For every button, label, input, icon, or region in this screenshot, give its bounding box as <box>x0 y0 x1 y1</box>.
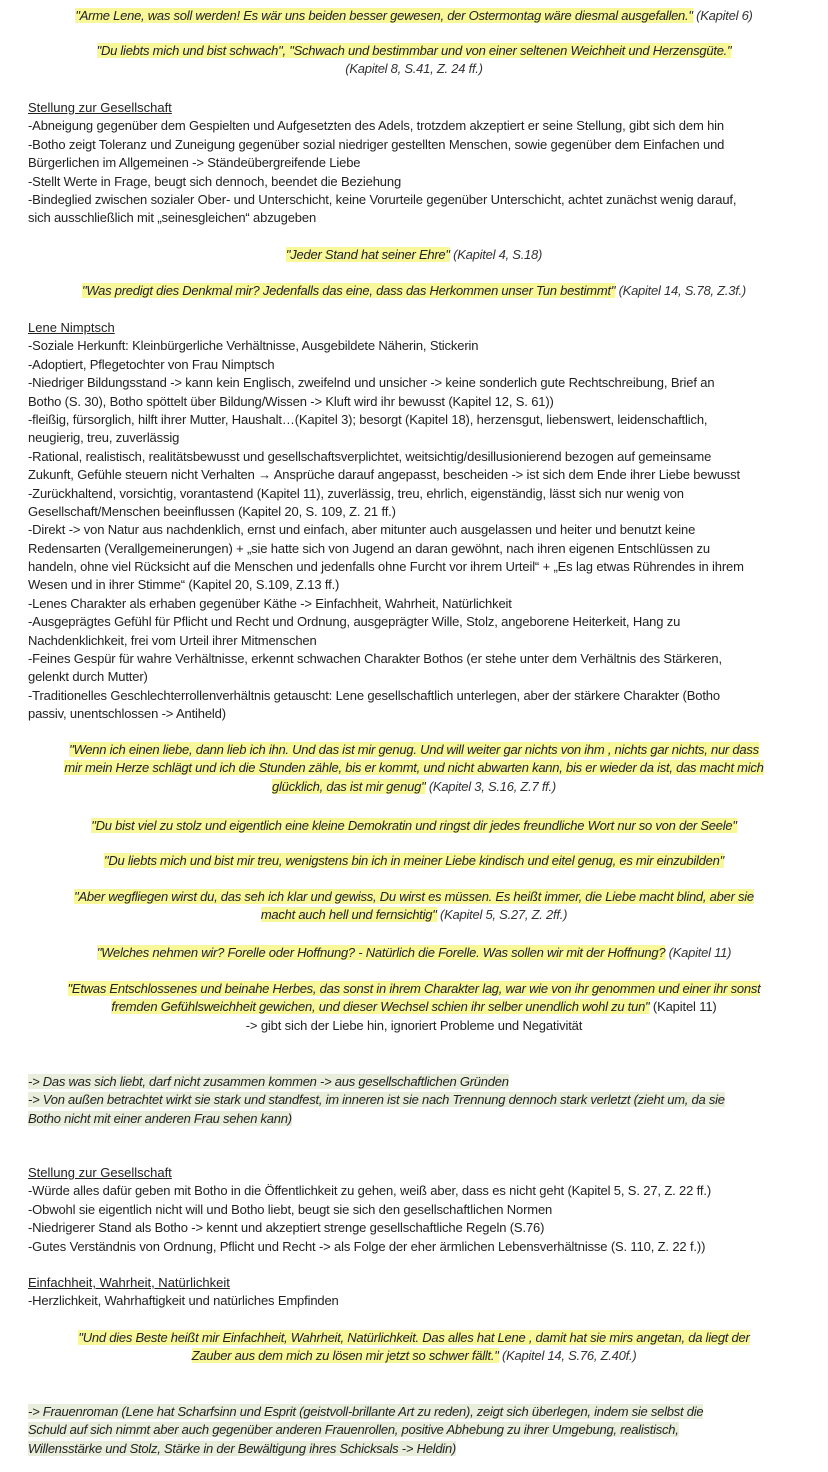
text-line <box>0 613 828 631</box>
text-line <box>0 503 828 521</box>
body-text: -Traditionelles Geschlechterrollenverhältnis getauscht: Lene gesellschaftlich unterlegen, aber der stärkere Charakter (Botho <box>28 687 720 703</box>
text-line <box>0 888 828 906</box>
section-heading: Stellung zur Gesellschaft <box>28 100 172 115</box>
text-line <box>0 852 828 870</box>
highlighted-quote: "Wenn ich einen liebe, dann lieb ich ihn. Und das ist mir genug. Und will weiter gar nichts von ihm , nichts gar nichts, nur dass <box>69 742 759 757</box>
highlighted-quote: "Etwas Entschlossenes und beinahe Herbes, das sonst in ihrem Charakter lag, war wie von ihr genommen und einer ihr sonst <box>67 981 761 996</box>
text-line <box>0 1329 828 1347</box>
text-line <box>0 1274 828 1292</box>
highlighted-note: Willensstärke und Stolz, Stärke in der Bewältigung ihres Schicksals -> Heldin) <box>28 1440 456 1456</box>
text-line <box>0 1421 828 1439</box>
text-line <box>0 998 828 1016</box>
section-heading: Einfachheit, Wahrheit, Natürlichkeit <box>28 1275 230 1290</box>
text-line <box>0 1073 828 1091</box>
text-line <box>0 687 828 705</box>
body-text: handeln, ohne viel Rücksicht auf die Menschen und jedenfalls ohne Furcht vor ihrem Urteil“ + „Es lag etwas Rührendes in ihrem <box>28 559 744 575</box>
text-line <box>0 99 828 117</box>
body-text: sich ausschließlich mit „seinesgleichen“ abzugeben <box>28 210 317 226</box>
text-line <box>0 209 828 227</box>
body-text: -Adoptiert, Pflegetochter von Frau Nimptsch <box>28 356 275 372</box>
text-line <box>0 173 828 191</box>
body-text: -Lenes Charakter als erhaben gegenüber Käthe -> Einfachheit, Wahrheit, Natürlichkeit <box>28 595 512 611</box>
section-lene-nimptsch <box>0 319 828 724</box>
quote-wegfliegen <box>0 888 828 925</box>
body-text: Botho (S. 30), Botho spöttelt über Bildung/Wissen -> Kluft wird ihr bewusst (Kapitel 12, S. 61)) <box>28 393 554 409</box>
text-line <box>0 1292 828 1310</box>
text-line <box>0 906 828 924</box>
body-text: -Direkt -> von Natur aus nachdenklich, ernst und einfach, aber mitunter auch ausgelassen und heiter und benutzt keine <box>28 522 696 538</box>
highlighted-quote: "Du bist viel zu stolz und eigentlich eine kleine Demokratin und ringst dir jedes freundliche Wort nur so von der Seele" <box>91 818 737 833</box>
body-text: -Abneigung gegenüber dem Gespielten und Aufgesetzten des Adels, trotzdem akzeptiert er seine Stellung, gibt sich dem hin <box>28 118 725 134</box>
text-line <box>0 429 828 447</box>
text-line <box>0 1347 828 1365</box>
highlighted-quote: fremden Gefühlsweichheit gewichen, und dieser Wechsel schien ihr selber unendlich wohl zu tun" <box>111 999 650 1015</box>
highlighted-quote: "Jeder Stand hat seiner Ehre" <box>285 247 450 262</box>
text-line <box>0 1110 828 1128</box>
text-line <box>0 42 828 60</box>
highlighted-note: -> Das was sich liebt, darf nicht zusammen kommen -> aus gesellschaftlichen Gründen <box>28 1074 509 1089</box>
highlighted-quote: glücklich, das ist mir genug" <box>272 778 426 794</box>
highlighted-quote: "Arme Lene, was soll werden! Es wär uns beiden besser gewesen, der Ostermontag wäre diesmal ausgefallen." <box>75 8 693 23</box>
body-text: -Ausgeprägtes Gefühl für Pflicht und Recht und Ordnung, ausgeprägter Wille, Stolz, angeborene Heiterkeit, Hang zu <box>28 614 681 630</box>
text-line <box>0 632 828 650</box>
body-text: -Gutes Verständnis von Ordnung, Pflicht und Recht -> als Folge der eher ärmlichen Lebensverhältnisse (S. 110, Z. 22 f.)) <box>28 1238 706 1254</box>
quote-demokratin <box>0 817 828 835</box>
text-line <box>0 944 828 962</box>
quote-denkmal <box>0 282 828 300</box>
highlighted-note: -> Von außen betrachtet wirkt sie stark und standfest, im inneren ist sie nach Trennung dennoch stark verletzt (zieht um, da sie <box>28 1092 725 1108</box>
text-line <box>0 117 828 135</box>
note-frauenroman <box>0 1403 828 1458</box>
body-text: Zukunft, Gefühle steuern nicht Verhalten → Ansprüche darauf angepasst, bescheiden -> ist sich dem Ende ihrer Liebe bewusst <box>28 467 740 483</box>
text-line <box>0 595 828 613</box>
text-line <box>0 741 828 759</box>
text-line <box>0 558 828 576</box>
body-text: neugierig, treu, zuverlässig <box>28 430 180 446</box>
quote-du-liebts-treu <box>0 852 828 870</box>
quote-dies-beste <box>0 1329 828 1366</box>
text-line <box>0 650 828 668</box>
body-text: Bürgerlichen im Allgemeinen -> Ständeübergreifende Liebe <box>28 155 361 171</box>
highlighted-quote: "Du liebts mich und bist schwach", "Schwach und bestimmbar und von einer seltenen Weichheit und Herzensgüte." <box>96 43 732 58</box>
section-heading: Stellung zur Gesellschaft <box>28 1165 172 1180</box>
body-text: -Stellt Werte in Frage, beugt sich dennoch, beendet die Beziehung <box>28 173 402 189</box>
body-text: -> gibt sich der Liebe hin, ignoriert Probleme und Negativität <box>245 1017 583 1033</box>
body-text: -Rational, realistisch, realitätsbewusst und gesellschaftsverplichtet, weitsichtig/desillusionierend bezogen auf gemeinsame <box>28 448 712 464</box>
section-heading: Lene Nimptsch <box>28 320 115 335</box>
citation: (Kapitel 14, S.78, Z.3f.) <box>615 283 746 298</box>
body-text: -Feines Gespür für wahre Verhältnisse, erkennt schwachen Charakter Bothos (er stehe unter dem Verhältnis des Stärkeren, <box>28 651 722 667</box>
quote-arme-lene <box>0 7 828 25</box>
text-line <box>0 136 828 154</box>
text-line <box>0 191 828 209</box>
quote-entschlossenes <box>0 980 828 1035</box>
text-line <box>0 7 828 25</box>
text-line <box>0 980 828 998</box>
text-line <box>0 337 828 355</box>
body-text: passiv, unentschlossen -> Antiheld) <box>28 706 226 722</box>
text-line <box>0 1164 828 1182</box>
body-text: (Kapitel 11) <box>649 999 717 1015</box>
text-line <box>0 1091 828 1109</box>
text-line <box>0 1017 828 1035</box>
text-line <box>0 521 828 539</box>
body-text: Gesellschaft/Menschen beeinflussen (Kapitel 20, S. 109, Z. 21 ff.) <box>28 503 396 519</box>
quote-forelle <box>0 944 828 962</box>
highlighted-quote: macht auch hell und fernsichtig" <box>260 907 437 923</box>
citation: (Kapitel 5, S.27, Z. 2ff.) <box>436 907 568 923</box>
citation: (Kapitel 3, S.16, Z.7 ff.) <box>425 778 556 794</box>
highlighted-quote: Zauber aus dem mich zu lösen mir jetzt so schwer fällt." <box>191 1348 499 1364</box>
text-line <box>0 246 828 264</box>
text-line <box>0 817 828 835</box>
text-line <box>0 576 828 594</box>
highlighted-quote: mir mein Herze schlägt und ich die Stunden zähle, bis er kommt, und nicht abwarten kann, bis er wieder da ist, das macht mich <box>64 760 764 776</box>
body-text: Nachdenklichkeit, frei vom Urteil ihrer Mitmenschen <box>28 632 317 648</box>
note-gesellschaftliche-gruende <box>0 1073 828 1128</box>
citation: (Kapitel 8, S.41, Z. 24 ff.) <box>345 61 483 77</box>
citation: (Kapitel 11) <box>665 945 732 960</box>
highlighted-quote: "Welches nehmen wir? Forelle oder Hoffnung? - Natürlich die Forelle. Was sollen wir mit der Hoffnung? <box>96 945 666 960</box>
text-line <box>0 705 828 723</box>
text-line <box>0 668 828 686</box>
body-text: Wesen und in ihrer Stimme“ (Kapitel 20, S.109, Z.13 ff.) <box>28 577 340 593</box>
text-line <box>0 154 828 172</box>
text-line <box>0 1182 828 1200</box>
body-text: -Bindeglied zwischen sozialer Ober- und Unterschicht, keine Vorurteile gegenüber Unterschicht, achtet zunächst wenig darauf, <box>28 191 737 207</box>
body-text: Redensarten (Verallgemeinerungen) + „sie hatte sich von Jugend an daran gewöhnt, nach ihren eigenen Entschlüssen zu <box>28 540 710 556</box>
text-line <box>0 411 828 429</box>
text-line <box>0 1219 828 1237</box>
text-line <box>0 778 828 796</box>
highlighted-quote: "Und dies Beste heißt mir Einfachheit, Wahrheit, Natürlichkeit. Das alles hat Lene , damit hat sie mirs angetan, da liegt der <box>78 1330 750 1345</box>
highlighted-quote: "Aber wegfliegen wirst du, das seh ich klar und gewiss, Du wirst es müssen. Es heißt immer, die Liebe macht blind, aber sie <box>74 889 754 904</box>
body-text: -Niedrigerer Stand als Botho -> kennt und akzeptiert strenge gesellschaftliche Regeln (S.76) <box>28 1220 545 1236</box>
body-text: -fleißig, fürsorglich, hilft ihrer Mutter, Haushalt…(Kapitel 3); besorgt (Kapitel 18), herzensgut, liebenswert, leidenschaftlich, <box>28 411 708 427</box>
text-line <box>0 1238 828 1256</box>
text-line <box>0 540 828 558</box>
body-text: -Herzlichkeit, Wahrhaftigkeit und natürliches Empfinden <box>28 1293 339 1309</box>
body-text: -Niedriger Bildungsstand -> kann kein Englisch, zweifelnd und unsicher -> keine sonderlich gute Rechtschreibung, Brief an <box>28 375 715 391</box>
highlighted-note: Schuld auf sich nimmt aber auch gegenüber anderen Frauenrollen, positive Abhebung zu ihrer Umgebung, realistisch, <box>28 1422 679 1438</box>
body-text: gelenkt durch Mutter) <box>28 669 148 685</box>
highlighted-note: Botho nicht mit einer anderen Frau sehen kann) <box>28 1110 292 1126</box>
body-text: -Würde alles dafür geben mit Botho in die Öffentlichkeit zu gehen, weiß aber, dass es nicht geht (Kapitel 5, S. 27, Z. 22 ff.) <box>28 1183 712 1199</box>
text-line <box>0 60 828 78</box>
quote-wenn-ich-einen-liebe <box>0 741 828 796</box>
citation: (Kapitel 14, S.76, Z.40f.) <box>498 1348 637 1364</box>
text-line <box>0 282 828 300</box>
section-einfachheit <box>0 1274 828 1311</box>
body-text: -Botho zeigt Toleranz und Zuneigung gegenüber sozial niedriger gestellten Menschen, sowie gegenüber dem Einfachen und <box>28 136 725 152</box>
text-line <box>0 485 828 503</box>
highlighted-quote: "Was predigt dies Denkmal mir? Jedenfalls das eine, dass das Herkommen unser Tun bestimmt" <box>81 283 616 298</box>
body-text: -Obwohl sie eigentlich nicht will und Botho liebt, beugt sie sich den gesellschaftlichen Normen <box>28 1201 553 1217</box>
quote-jeder-stand <box>0 246 828 264</box>
body-text: -Zurückhaltend, vorsichtig, vorantastend (Kapitel 11), zuverlässig, treu, ehrlich, eigenständig, lässt sich nur wenig von <box>28 485 684 501</box>
text-line <box>0 356 828 374</box>
text-line <box>0 1201 828 1219</box>
text-line <box>0 1403 828 1421</box>
text-line <box>0 374 828 392</box>
citation: (Kapitel 6) <box>692 8 753 23</box>
text-line <box>0 448 828 466</box>
text-line <box>0 759 828 777</box>
highlighted-note: -> Frauenroman (Lene hat Scharfsinn und Esprit (geistvoll-brillante Art zu reden), zeigt sich überlegen, indem sie selbst die <box>28 1404 704 1419</box>
body-text: -Soziale Herkunft: Kleinbürgerliche Verhältnisse, Ausgebildete Näherin, Stickerin <box>28 338 479 354</box>
section-lene-stellung <box>0 1164 828 1256</box>
section-botho-stellung <box>0 99 828 228</box>
quote-du-liebts-schwach <box>0 42 828 79</box>
text-line <box>0 1440 828 1458</box>
highlighted-quote: "Du liebts mich und bist mir treu, wenigstens bin ich in meiner Liebe kindisch und eitel genug, es mir einzubilden" <box>104 853 724 868</box>
text-line <box>0 319 828 337</box>
text-line <box>0 466 828 484</box>
citation: (Kapitel 4, S.18) <box>449 247 543 262</box>
text-line <box>0 393 828 411</box>
